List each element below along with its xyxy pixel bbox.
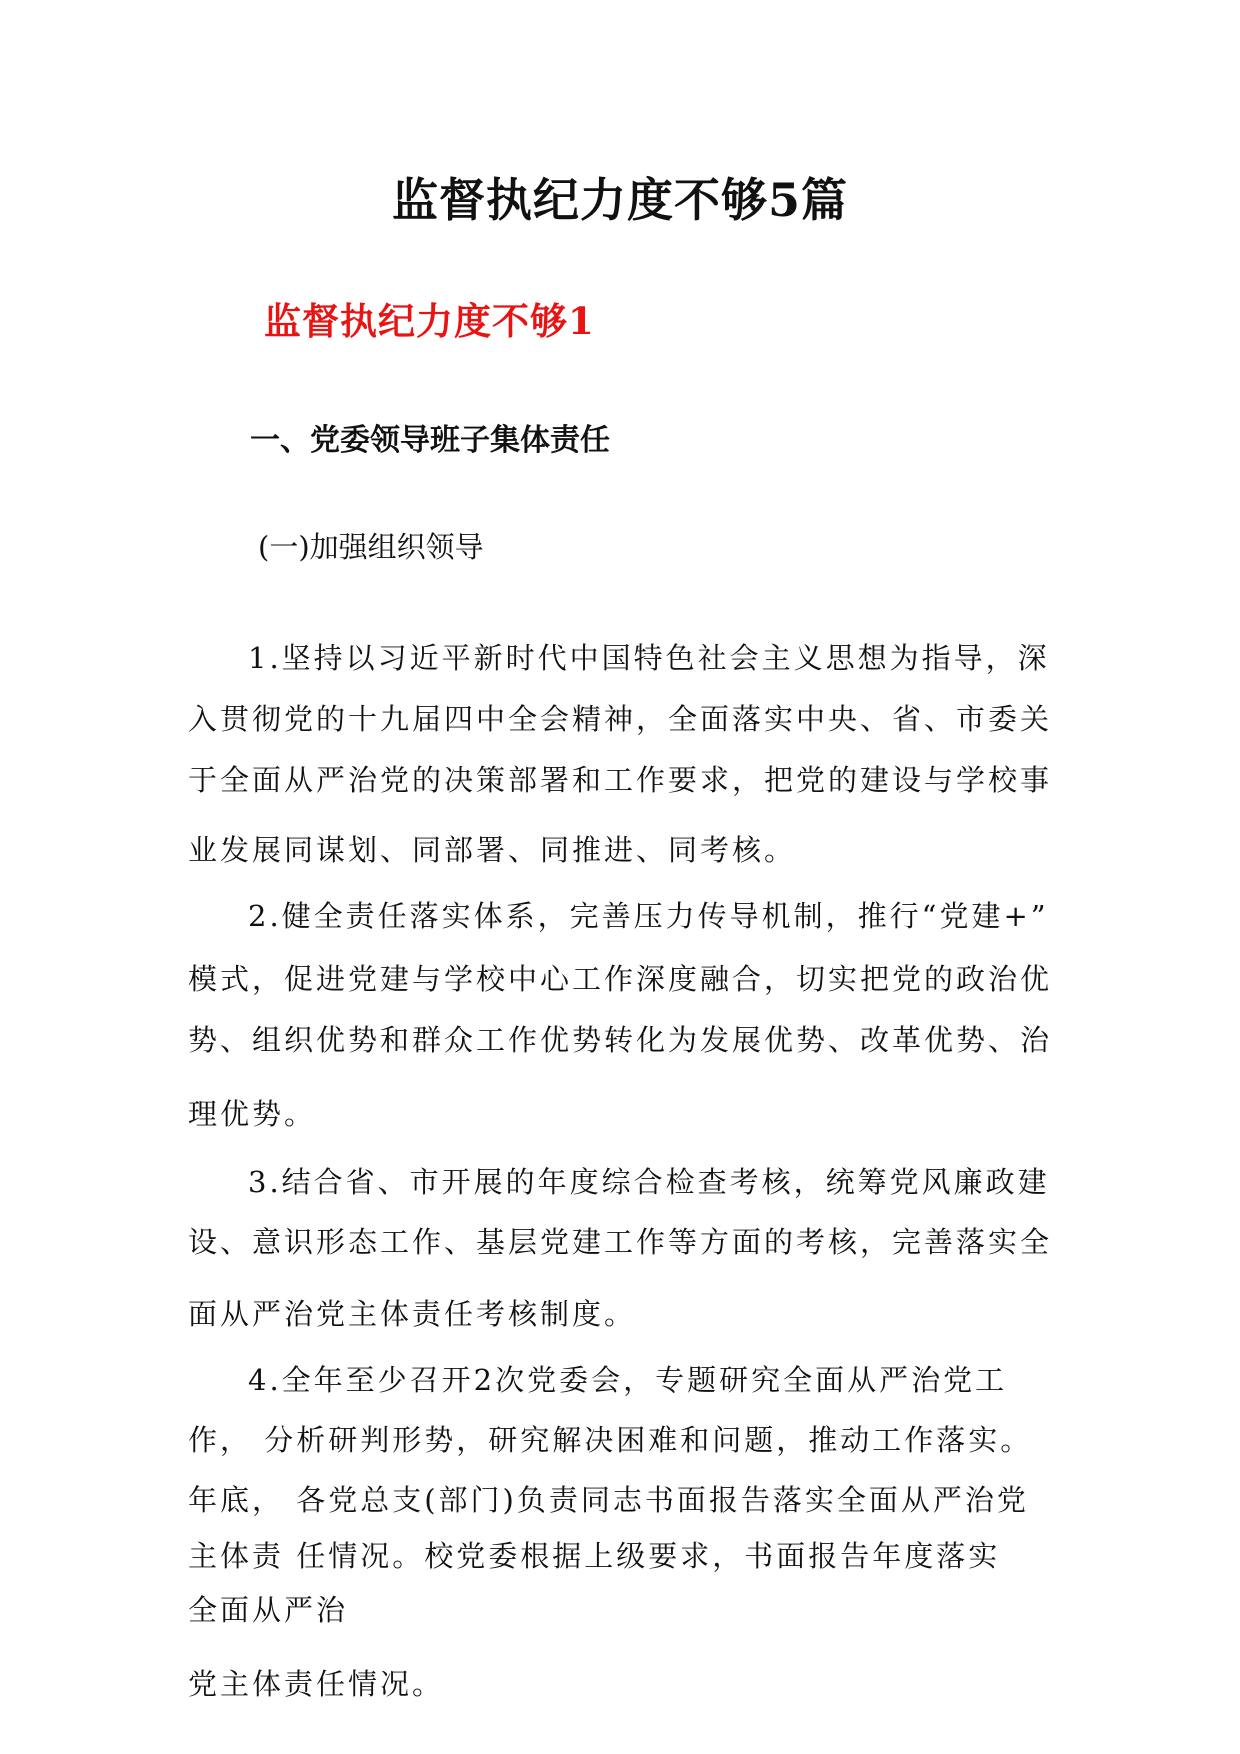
paragraph-line: 模式，促进党建与学校中心工作深度融合，切实把党的政治优 <box>188 962 1053 996</box>
paragraph-line: 3.结合省、市开展的年度综合检查考核，统筹党风廉政建 <box>248 1165 1050 1199</box>
paragraph-line: 主体责 任情况。校党委根据上级要求，书面报告年度落实 <box>188 1539 1001 1573</box>
paragraph-line: 面从严治党主体责任考核制度。 <box>188 1297 637 1331</box>
paragraph-line: 4.全年至少召开2次党委会，专题研究全面从严治党工 <box>248 1363 1008 1397</box>
paragraph-line: 1.坚持以习近平新时代中国特色社会主义思想为指导，深 <box>248 641 1050 675</box>
paragraph-line: 理优势。 <box>188 1097 317 1131</box>
heading-level-1: 一、党委领导班子集体责任 <box>250 423 610 458</box>
paragraph-line: 年底， 各党总支(部门)负责同志书面报告落实全面从严治党 <box>188 1483 1029 1517</box>
paragraph-line: 势、组织优势和群众工作优势转化为发展优势、改革优势、治 <box>188 1023 1053 1057</box>
paragraph-line: 作， 分析研判形势，研究解决困难和问题，推动工作落实。 <box>188 1423 1033 1457</box>
document-title: 监督执纪力度不够5篇 <box>391 173 848 227</box>
paragraph-line: 业发展同谋划、同部署、同推进、同考核。 <box>188 833 797 867</box>
paragraph-line: 党主体责任情况。 <box>188 1667 445 1701</box>
paragraph-line: 2.健全责任落实体系，完善压力传导机制，推行“党建+” <box>248 899 1049 933</box>
paragraph-line: 入贯彻党的十九届四中全会精神，全面落实中央、省、市委关 <box>188 702 1053 736</box>
paragraph-line: 于全面从严治党的决策部署和工作要求，把党的建设与学校事 <box>188 763 1053 797</box>
section-title: 监督执纪力度不够1 <box>264 299 595 343</box>
heading-level-2: (一)加强组织领导 <box>258 530 484 564</box>
paragraph-line: 设、意识形态工作、基层党建工作等方面的考核，完善落实全 <box>188 1225 1053 1259</box>
paragraph-line: 全面从严治 <box>188 1593 349 1627</box>
